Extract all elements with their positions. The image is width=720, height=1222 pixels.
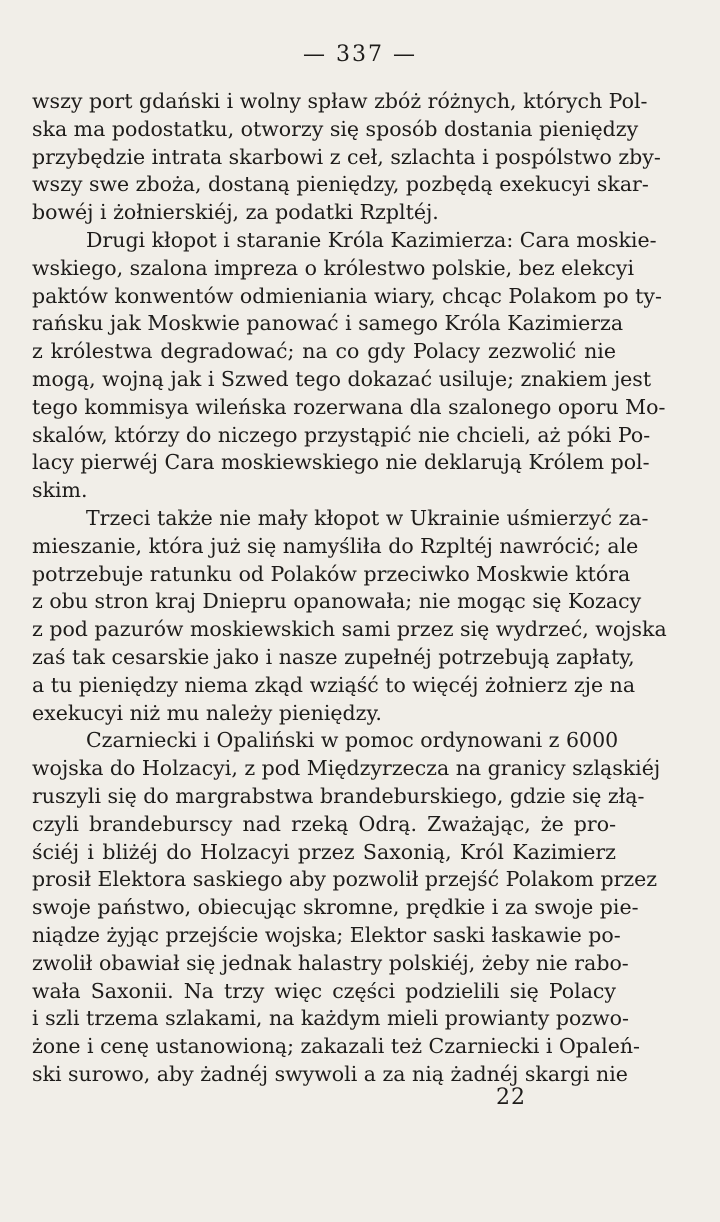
text-line: z obu stron kraj Dniepru opanowała; nie mogąc się Kozacy — [32, 589, 642, 614]
text-line: bowéj i żołnierskiéj, za podatki Rzpltéj. — [32, 200, 439, 225]
paragraph — [32, 505, 667, 727]
text-line: wojska do Holzacyi, z pod Międzyrzecza na granicy szląskiéj — [32, 756, 661, 781]
text-line: a tu pieniędzy niema zkąd wziąść to więcéj żołnierz zje na — [32, 672, 636, 697]
text-line: wszy port gdański i wolny spław zbóż różnych, których Pol- — [32, 89, 648, 113]
text-line: rańsku jak Moskwie panować i samego Króla Kazimierza — [32, 311, 624, 336]
text-line: potrzebuje ratunku od Polaków przeciwko Moskwie która — [32, 561, 631, 586]
text-line: Czarniecki i Opaliński w pomoc ordynowani z 6000 — [86, 728, 619, 753]
text-line: ściéj i bliżéj do Holzacyi przez Saxonią, Król Kazimierz — [32, 839, 616, 864]
text-line: exekucyi niż mu należy pieniędzy. — [32, 700, 382, 725]
text-line: ruszyli się do margrabstwa brandeburskiego, gdzie się złą- — [32, 783, 645, 808]
text-line: czyli brandeburscy nad rzeką Odrą. Zważając, że pro- — [32, 811, 616, 836]
text-line: swoje państwo, obiecując skromne, prędkie i za swoje pie- — [32, 895, 639, 920]
text-line: prosił Elektora saskiego aby pozwolił przejść Polakom przez — [32, 867, 658, 892]
text-line: lacy pierwéj Cara moskiewskiego nie deklarują Królem pol- — [32, 450, 650, 475]
text-line: zwolił obawiał się jednak halastry polskiéj, żeby nie rabo- — [32, 950, 629, 975]
text-line: i szli trzema szlakami, na każdym mieli prowianty pozwo- — [32, 1006, 629, 1031]
text-line: mieszanie, która już się namyśliła do Rzpltéj nawrócić; ale — [32, 533, 639, 558]
page-number-header: — 337 — — [303, 42, 417, 67]
paragraph — [32, 727, 661, 1088]
paragraph — [32, 227, 666, 505]
text-line: ska ma podostatku, otworzy się sposób dostania pieniędzy — [32, 116, 639, 141]
text-line: Drugi kłopot i staranie Króla Kazimierza: Cara moskie- — [86, 227, 657, 252]
text-line: niądze żyjąc przejście wojska; Elektor saski łaskawie po- — [32, 922, 621, 947]
text-line: zaś tak cesarskie jako i nasze zupełnéj potrzebują zapłaty, — [32, 644, 635, 669]
text-line: wszy swe zboża, dostaną pieniędzy, pozbędą exekucyi skar- — [32, 172, 649, 197]
text-line: przybędzie intrata skarbowi z ceł, szlachta i pospólstwo zby- — [32, 144, 661, 169]
text-line: z królestwa degradować; na co gdy Polacy zezwolić nie — [32, 339, 616, 364]
text-line: wała Saxonii. Na trzy więc części podzielili się Polacy — [32, 978, 616, 1003]
text-line: Trzeci także nie mały kłopot w Ukrainie uśmierzyć za- — [86, 505, 649, 530]
text-line: skim. — [32, 478, 88, 503]
body-text — [32, 88, 667, 1089]
text-line: tego kommisya wileńska rozerwana dla szalonego oporu Mo- — [32, 394, 666, 419]
signature-mark: 22 — [496, 1085, 526, 1110]
paragraph — [32, 88, 661, 227]
text-line: z pod pazurów moskiewskich sami przez się wydrzeć, wojska — [32, 617, 667, 642]
text-line: ski surowo, aby żadnéj swywoli a za nią żadnéj skargi nie — [32, 1061, 628, 1086]
text-line: skalów, którzy do niczego przystąpić nie chcieli, aż póki Po- — [32, 422, 651, 447]
text-line: paktów konwentów odmieniania wiary, chcąc Polakom po ty- — [32, 283, 662, 308]
text-line: mogą, wojną jak i Szwed tego dokazać usiluje; znakiem jest — [32, 366, 652, 391]
text-line: wskiego, szalona impreza o królestwo polskie, bez elekcyi — [32, 255, 635, 280]
text-line: żone i cenę ustanowioną; zakazali też Czarniecki i Opaleń- — [32, 1034, 640, 1059]
